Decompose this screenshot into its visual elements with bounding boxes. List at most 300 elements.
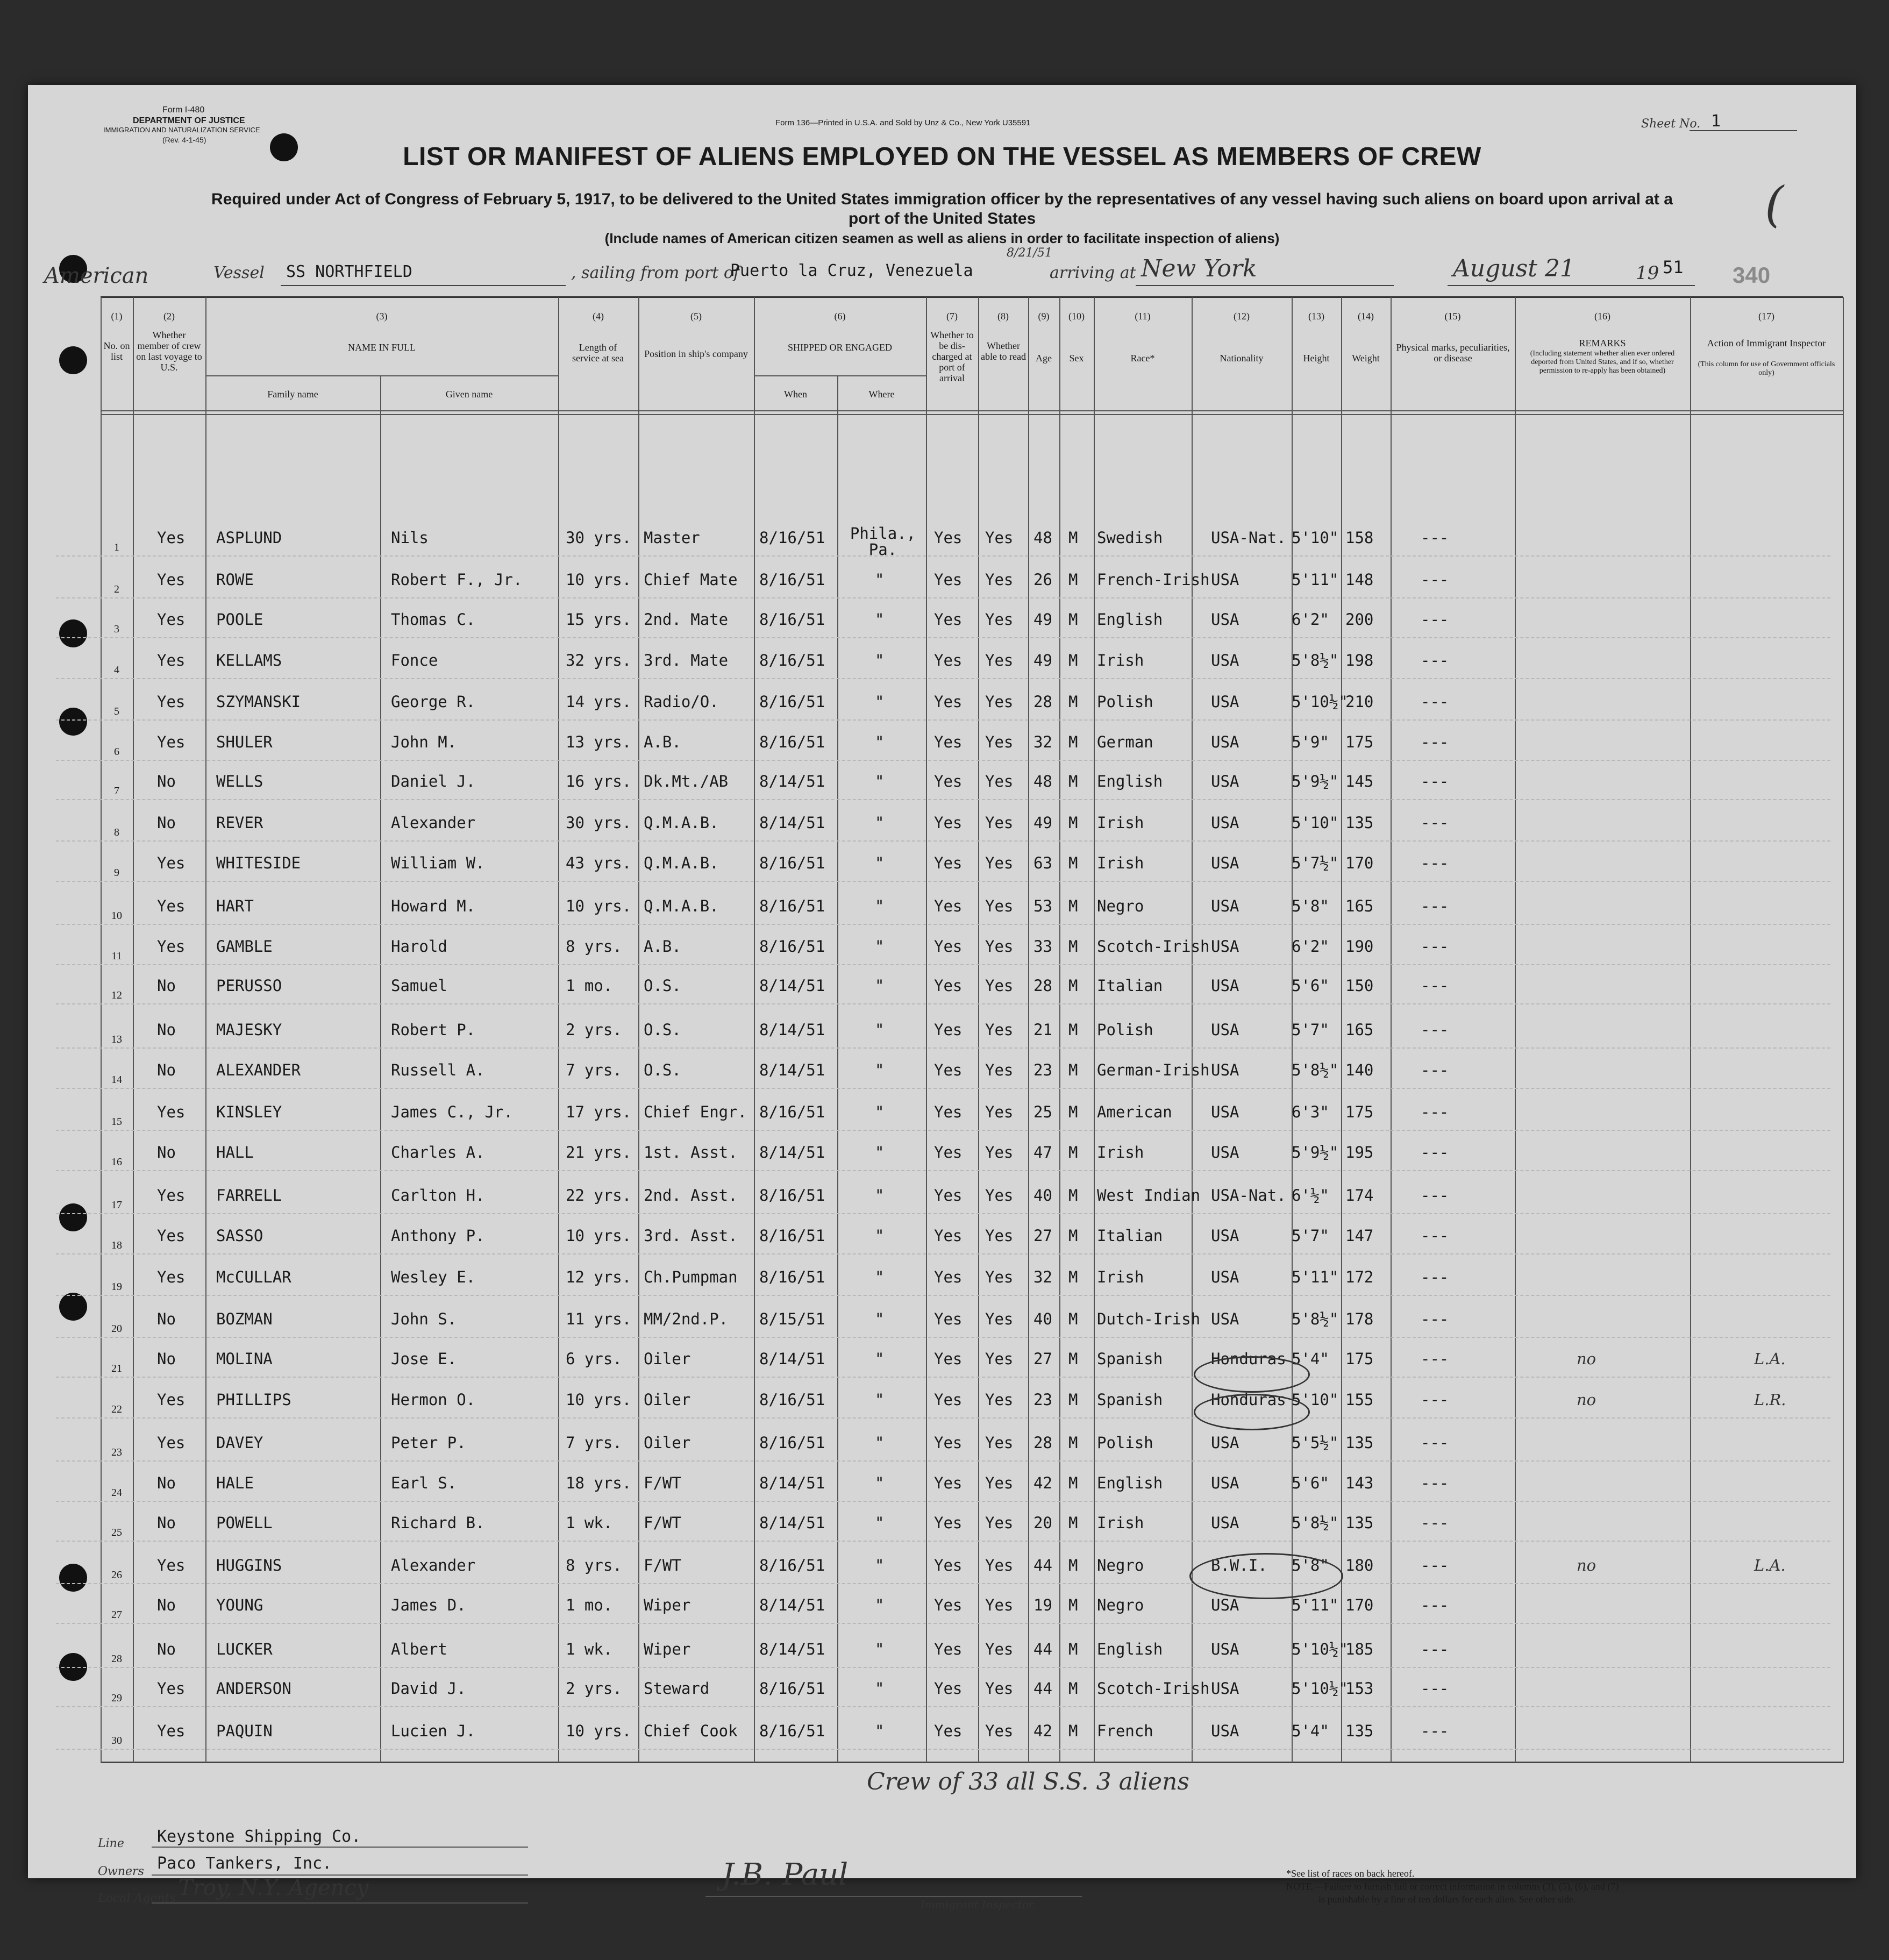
- age-cell: 49: [1033, 814, 1052, 832]
- able-to-read-cell: Yes: [985, 1722, 1014, 1740]
- weight-cell: 135: [1345, 814, 1374, 832]
- col-rule: [1192, 297, 1193, 1763]
- height-cell: 5'10": [1292, 529, 1339, 547]
- able-to-read-cell: Yes: [985, 772, 1014, 790]
- family-name-cell: HART: [216, 897, 254, 915]
- row-number: 15: [111, 1116, 122, 1128]
- given-name-cell: George R.: [391, 693, 476, 711]
- row-guide-line: [56, 1295, 1830, 1296]
- member-cell: Yes: [157, 1391, 186, 1409]
- nationality-cell: USA: [1211, 1722, 1239, 1740]
- physical-marks-cell: ---: [1421, 1679, 1449, 1698]
- shipped-where-cell: ": [875, 610, 885, 629]
- shipped-when-cell: 8/16/51: [759, 1103, 825, 1121]
- physical-marks-cell: ---: [1421, 1186, 1449, 1204]
- family-name-cell: YOUNG: [216, 1596, 263, 1614]
- col-rule: [1690, 297, 1691, 1763]
- member-cell: Yes: [157, 897, 186, 915]
- service-length-cell: 15 yrs.: [566, 610, 632, 629]
- agents-handwritten: Troy, N.Y. Agency: [179, 1876, 369, 1900]
- physical-marks-cell: ---: [1421, 854, 1449, 872]
- member-cell: Yes: [157, 733, 186, 751]
- col-rule: [1059, 297, 1060, 1763]
- stamp-number: 340: [1733, 262, 1771, 288]
- table-header-rule: [101, 410, 1843, 411]
- header-race: Race*: [1130, 353, 1155, 364]
- position-cell: Steward: [644, 1679, 710, 1698]
- nationality-cell: USA-Nat.: [1211, 1186, 1286, 1204]
- family-name-cell: SZYMANSKI: [216, 693, 301, 711]
- row-guide-line: [56, 1213, 1830, 1214]
- sex-cell: M: [1068, 651, 1078, 669]
- weight-cell: 135: [1345, 1514, 1374, 1532]
- age-cell: 23: [1033, 1391, 1052, 1409]
- row-number: 24: [111, 1487, 122, 1499]
- height-cell: 5'10½": [1292, 1640, 1348, 1658]
- col-rule: [205, 297, 206, 1763]
- row-number: 12: [111, 989, 122, 1001]
- weight-cell: 195: [1345, 1143, 1374, 1161]
- race-cell: English: [1097, 772, 1163, 790]
- row-number: 10: [111, 910, 122, 922]
- position-cell: O.S.: [644, 1021, 681, 1039]
- able-to-read-cell: Yes: [985, 897, 1014, 915]
- position-cell: Wiper: [644, 1596, 691, 1614]
- shipped-when-cell: 8/16/51: [759, 1679, 825, 1698]
- row-guide-line: [56, 597, 1830, 598]
- service-length-cell: 21 yrs.: [566, 1143, 632, 1161]
- sex-cell: M: [1068, 1186, 1078, 1204]
- punch-hole: [59, 1203, 87, 1231]
- table-header-rule-2: [101, 414, 1843, 415]
- race-cell: American: [1097, 1103, 1172, 1121]
- discharged-cell: Yes: [934, 733, 963, 751]
- race-cell: Dutch-Irish: [1097, 1310, 1201, 1328]
- age-cell: 53: [1033, 897, 1052, 915]
- sex-cell: M: [1068, 854, 1078, 872]
- position-cell: MM/2nd.P.: [644, 1310, 729, 1328]
- shipped-when-cell: 8/16/51: [759, 1268, 825, 1286]
- header-weight: Weight: [1352, 353, 1380, 364]
- able-to-read-cell: Yes: [985, 937, 1014, 956]
- sex-cell: M: [1068, 1679, 1078, 1698]
- member-cell: No: [157, 1640, 176, 1658]
- given-name-cell: Robert P.: [391, 1021, 476, 1039]
- weight-cell: 150: [1345, 977, 1374, 995]
- position-cell: 2nd. Mate: [644, 610, 729, 629]
- physical-marks-cell: ---: [1421, 651, 1449, 669]
- member-cell: No: [157, 1310, 176, 1328]
- family-name-cell: MOLINA: [216, 1350, 273, 1368]
- shipped-where-cell: ": [875, 854, 885, 872]
- page-title: LIST OR MANIFEST OF ALIENS EMPLOYED ON THE VESSEL AS MEMBERS OF CREW: [403, 142, 1481, 171]
- age-cell: 25: [1033, 1103, 1052, 1121]
- row-number: 16: [111, 1156, 122, 1168]
- discharged-cell: Yes: [934, 1103, 963, 1121]
- shipped-where-cell: ": [875, 1061, 885, 1079]
- row-number: 2: [114, 583, 119, 595]
- discharged-cell: Yes: [934, 610, 963, 629]
- row-guide-line: [56, 1706, 1830, 1707]
- row-guide-line: [56, 799, 1830, 800]
- family-name-cell: KELLAMS: [216, 651, 282, 669]
- sex-cell: M: [1068, 1310, 1078, 1328]
- col-number: (14): [1358, 311, 1374, 322]
- col-rule: [1094, 297, 1095, 1763]
- nationality-cell: USA: [1211, 814, 1239, 832]
- family-name-cell: WHITESIDE: [216, 854, 301, 872]
- physical-marks-cell: ---: [1421, 571, 1449, 589]
- nationality-cell: USA: [1211, 693, 1239, 711]
- height-cell: 5'8½": [1292, 1061, 1339, 1079]
- inspector-action-cell: L.A.: [1754, 1556, 1786, 1574]
- discharged-cell: Yes: [934, 1021, 963, 1039]
- nationality-cell: USA: [1211, 1227, 1239, 1245]
- position-cell: Radio/O.: [644, 693, 719, 711]
- shipped-where-cell: ": [875, 1350, 885, 1368]
- nationality-circle: [1194, 1356, 1310, 1393]
- col-rule: [380, 375, 381, 1763]
- inspector-action-cell: L.A.: [1754, 1350, 1786, 1368]
- row-guide-line: [56, 1501, 1830, 1502]
- physical-marks-cell: ---: [1421, 1391, 1449, 1409]
- height-cell: 5'9½": [1292, 772, 1339, 790]
- position-cell: 3rd. Mate: [644, 651, 729, 669]
- race-cell: French: [1097, 1722, 1153, 1740]
- row-number: 22: [111, 1403, 122, 1415]
- row-guide-line: [56, 1003, 1830, 1004]
- nationality-cell: Honduras: [1211, 1350, 1286, 1368]
- nationality-cell: USA: [1211, 1474, 1239, 1492]
- height-cell: 5'11": [1292, 1596, 1339, 1614]
- row-number: 6: [114, 746, 119, 758]
- age-cell: 40: [1033, 1310, 1052, 1328]
- header-given: Given name: [445, 389, 493, 400]
- shipped-when-cell: 8/16/51: [759, 1722, 825, 1740]
- col-rule: [926, 297, 927, 1763]
- col-number: (13): [1308, 311, 1324, 322]
- col-rule: [638, 297, 639, 1763]
- member-cell: Yes: [157, 529, 186, 547]
- race-cell: Polish: [1097, 1021, 1153, 1039]
- height-cell: 5'11": [1292, 571, 1339, 589]
- shipped-where-cell: Phila., Pa.: [850, 524, 916, 559]
- race-cell: Irish: [1097, 854, 1144, 872]
- position-cell: O.S.: [644, 1061, 681, 1079]
- family-name-cell: McCULLAR: [216, 1268, 291, 1286]
- discharged-cell: Yes: [934, 1061, 963, 1079]
- agents-underline: [152, 1902, 528, 1904]
- discharged-cell: Yes: [934, 897, 963, 915]
- discharged-cell: Yes: [934, 977, 963, 995]
- sex-cell: M: [1068, 897, 1078, 915]
- sex-cell: M: [1068, 977, 1078, 995]
- able-to-read-cell: Yes: [985, 1186, 1014, 1204]
- discharged-cell: Yes: [934, 1143, 963, 1161]
- height-cell: 6'½": [1292, 1186, 1329, 1204]
- physical-marks-cell: ---: [1421, 1061, 1449, 1079]
- sex-cell: M: [1068, 1556, 1078, 1574]
- sheet-label: Sheet No.: [1641, 117, 1701, 131]
- height-cell: 5'8": [1292, 1556, 1329, 1574]
- given-name-cell: Thomas C.: [391, 610, 476, 629]
- sex-cell: M: [1068, 529, 1078, 547]
- line-underline: [152, 1847, 528, 1848]
- service-length-cell: 1 mo.: [566, 977, 613, 995]
- col-number: (17): [1758, 311, 1774, 322]
- discharged-cell: Yes: [934, 1640, 963, 1658]
- sex-cell: M: [1068, 1722, 1078, 1740]
- service-length-cell: 13 yrs.: [566, 733, 632, 751]
- service-length-cell: 16 yrs.: [566, 772, 632, 790]
- header-member: Whether member of crew on last voyage to U.S.: [136, 330, 202, 373]
- position-cell: A.B.: [644, 937, 681, 956]
- nationality-cell: USA: [1211, 854, 1239, 872]
- weight-cell: 140: [1345, 1061, 1374, 1079]
- header-nationality: Nationality: [1220, 353, 1264, 364]
- weight-cell: 135: [1345, 1434, 1374, 1452]
- form-number: Form I-480: [162, 105, 205, 115]
- weight-cell: 200: [1345, 610, 1374, 629]
- service-length-cell: 18 yrs.: [566, 1474, 632, 1492]
- weight-cell: 145: [1345, 772, 1374, 790]
- col-number: (3): [376, 311, 388, 322]
- weight-cell: 170: [1345, 1596, 1374, 1614]
- service-length-cell: 10 yrs.: [566, 897, 632, 915]
- member-cell: No: [157, 1350, 176, 1368]
- service-length-cell: 7 yrs.: [566, 1434, 622, 1452]
- given-name-cell: Alexander: [391, 1556, 476, 1574]
- able-to-read-cell: Yes: [985, 733, 1014, 751]
- row-guide-line: [56, 555, 1830, 557]
- service-length-cell: 12 yrs.: [566, 1268, 632, 1286]
- family-name-cell: ALEXANDER: [216, 1061, 301, 1079]
- able-to-read-cell: Yes: [985, 529, 1014, 547]
- weight-cell: 170: [1345, 854, 1374, 872]
- manifest-sheet: [28, 85, 1856, 1911]
- service-length-cell: 10 yrs.: [566, 1391, 632, 1409]
- shipped-where-cell: ": [875, 1186, 885, 1204]
- discharged-cell: Yes: [934, 1722, 963, 1740]
- discharged-cell: Yes: [934, 1514, 963, 1532]
- position-cell: Q.M.A.B.: [644, 897, 719, 915]
- col-number: (10): [1068, 311, 1085, 322]
- able-to-read-cell: Yes: [985, 977, 1014, 995]
- header-length: Length of service at sea: [572, 342, 624, 364]
- weight-cell: 180: [1345, 1556, 1374, 1574]
- discharged-cell: Yes: [934, 1556, 963, 1574]
- family-name-cell: DAVEY: [216, 1434, 263, 1452]
- height-cell: 5'10½": [1292, 693, 1348, 711]
- physical-marks-cell: ---: [1421, 1722, 1449, 1740]
- row-guide-line: [56, 1253, 1830, 1255]
- weight-cell: 165: [1345, 897, 1374, 915]
- able-to-read-cell: Yes: [985, 693, 1014, 711]
- race-cell: Negro: [1097, 1556, 1144, 1574]
- header-shipped: SHIPPED OR ENGAGED: [787, 342, 892, 353]
- col-rule: [1391, 297, 1392, 1763]
- service-name: IMMIGRATION AND NATURALIZATION SERVICE: [103, 126, 260, 134]
- age-cell: 42: [1033, 1722, 1052, 1740]
- subtitle-note: (Include names of American citizen seamen as well as aliens in order to facilitate inspection of aliens): [604, 230, 1280, 246]
- sex-cell: M: [1068, 1143, 1078, 1161]
- physical-marks-cell: ---: [1421, 1227, 1449, 1245]
- discharged-cell: Yes: [934, 1596, 963, 1614]
- member-cell: Yes: [157, 1103, 186, 1121]
- subtitle: Required under Act of Congress of February 5, 1917, to be delivered to the United States immigration officer by the representatives of any vessel having such aliens on board upon arrival at a: [211, 190, 1673, 208]
- physical-marks-cell: ---: [1421, 1434, 1449, 1452]
- service-length-cell: 7 yrs.: [566, 1061, 622, 1079]
- position-cell: Q.M.A.B.: [644, 854, 719, 872]
- weight-cell: 158: [1345, 529, 1374, 547]
- given-name-cell: Nils: [391, 529, 429, 547]
- row-guide-line: [56, 1749, 1830, 1750]
- age-cell: 21: [1033, 1021, 1052, 1039]
- nationality-cell: USA: [1211, 1143, 1239, 1161]
- height-cell: 5'7": [1292, 1021, 1329, 1039]
- member-cell: Yes: [157, 1722, 186, 1740]
- col-rule: [1843, 297, 1844, 1763]
- nationality-cell: USA: [1211, 1021, 1239, 1039]
- race-cell: Irish: [1097, 1143, 1144, 1161]
- age-cell: 42: [1033, 1474, 1052, 1492]
- family-name-cell: ROWE: [216, 571, 254, 589]
- nationality-cell: USA: [1211, 1679, 1239, 1698]
- physical-marks-cell: ---: [1421, 1474, 1449, 1492]
- inspector-signature: J.B. Paul: [722, 1857, 849, 1892]
- col-number: (9): [1038, 311, 1050, 322]
- height-cell: 5'7½": [1292, 854, 1339, 872]
- race-cell: Polish: [1097, 693, 1153, 711]
- row-guide-line: [56, 678, 1830, 679]
- punch-hole: [59, 1293, 87, 1321]
- member-cell: Yes: [157, 1556, 186, 1574]
- row-guide-line: [56, 1417, 1830, 1419]
- owners-label: Owners: [98, 1865, 144, 1878]
- height-cell: 5'8½": [1292, 1514, 1339, 1532]
- arrival-underline: [1136, 285, 1394, 286]
- date-underline: [1448, 285, 1695, 286]
- department: DEPARTMENT OF JUSTICE: [133, 116, 245, 125]
- col-number: (7): [946, 311, 958, 322]
- col-rule: [1515, 297, 1516, 1763]
- nationality-cell: USA: [1211, 1268, 1239, 1286]
- nationality-cell: USA-Nat.: [1211, 529, 1286, 547]
- family-name-cell: PERUSSO: [216, 977, 282, 995]
- service-length-cell: 11 yrs.: [566, 1310, 632, 1328]
- race-cell: English: [1097, 1640, 1163, 1658]
- family-name-cell: POOLE: [216, 610, 263, 629]
- position-cell: Chief Mate: [644, 571, 738, 589]
- crew-count-note: Crew of 33 all S.S. 3 aliens: [867, 1768, 1189, 1795]
- header-position: Position in ship's company: [644, 348, 748, 359]
- weight-cell: 175: [1345, 1103, 1374, 1121]
- position-cell: A.B.: [644, 733, 681, 751]
- row-number: 27: [111, 1609, 122, 1621]
- punch-hole: [59, 346, 87, 374]
- given-name-cell: Carlton H.: [391, 1186, 485, 1204]
- nationality-cell: USA: [1211, 897, 1239, 915]
- able-to-read-cell: Yes: [985, 1514, 1014, 1532]
- age-cell: 28: [1033, 693, 1052, 711]
- table-top-rule: [101, 296, 1843, 298]
- service-length-cell: 14 yrs.: [566, 693, 632, 711]
- shipped-where-cell: ": [875, 1679, 885, 1698]
- weight-cell: 147: [1345, 1227, 1374, 1245]
- given-name-cell: Fonce: [391, 651, 438, 669]
- subtitle-cont: port of the United States: [848, 210, 1036, 227]
- col-number: (12): [1234, 311, 1250, 322]
- physical-marks-cell: ---: [1421, 1596, 1449, 1614]
- shipped-when-cell: 8/14/51: [759, 1143, 825, 1161]
- race-cell: German-Irish: [1097, 1061, 1210, 1079]
- nationality-cell: USA: [1211, 977, 1239, 995]
- printer-line: Form 136—Printed in U.S.A. and Sold by Unz & Co., New York U35591: [775, 118, 1031, 127]
- shipped-where-cell: ": [875, 733, 885, 751]
- races-note: *See list of races on back hereof.: [1286, 1868, 1415, 1879]
- shipped-where-cell: ": [875, 1268, 885, 1286]
- nationality-cell: USA: [1211, 1640, 1239, 1658]
- header-action: Action of Immigrant Inspector: [1707, 338, 1826, 348]
- physical-marks-cell: ---: [1421, 1556, 1449, 1574]
- col-rule: [1341, 297, 1342, 1763]
- race-cell: Irish: [1097, 1514, 1144, 1532]
- member-cell: No: [157, 1596, 176, 1614]
- family-name-cell: REVER: [216, 814, 263, 832]
- family-name-cell: HALL: [216, 1143, 254, 1161]
- sex-cell: M: [1068, 1434, 1078, 1452]
- row-number: 26: [111, 1569, 122, 1581]
- age-cell: 48: [1033, 772, 1052, 790]
- member-cell: Yes: [157, 693, 186, 711]
- member-cell: No: [157, 1474, 176, 1492]
- sex-cell: M: [1068, 1596, 1078, 1614]
- age-cell: 28: [1033, 1434, 1052, 1452]
- given-name-cell: Alexander: [391, 814, 476, 832]
- vessel-underline: [281, 285, 566, 286]
- row-number: 30: [111, 1735, 122, 1747]
- sex-cell: M: [1068, 1227, 1078, 1245]
- nationality-cell: USA: [1211, 651, 1239, 669]
- height-cell: 5'7": [1292, 1227, 1329, 1245]
- row-number: 8: [114, 826, 119, 838]
- shipped-where-cell: ": [875, 1722, 885, 1740]
- age-cell: 19: [1033, 1596, 1052, 1614]
- vessel-name: SS NORTHFIELD: [286, 262, 412, 281]
- able-to-read-cell: Yes: [985, 854, 1014, 872]
- col-rule: [133, 297, 134, 1763]
- service-length-cell: 2 yrs.: [566, 1021, 622, 1039]
- age-cell: 23: [1033, 1061, 1052, 1079]
- shipped-when-cell: 8/16/51: [759, 693, 825, 711]
- remarks-cell: no: [1577, 1556, 1596, 1574]
- row-number: 14: [111, 1074, 122, 1086]
- given-name-cell: David J.: [391, 1679, 466, 1698]
- shipped-when-cell: 8/16/51: [759, 529, 825, 547]
- weight-cell: 153: [1345, 1679, 1374, 1698]
- position-cell: Dk.Mt./AB: [644, 772, 729, 790]
- nationality-cell: USA: [1211, 772, 1239, 790]
- sex-cell: M: [1068, 610, 1078, 629]
- shipped-where-cell: ": [875, 1021, 885, 1039]
- member-cell: Yes: [157, 854, 186, 872]
- given-name-cell: Wesley E.: [391, 1268, 476, 1286]
- shipped-where-cell: ": [875, 1227, 885, 1245]
- sex-cell: M: [1068, 1061, 1078, 1079]
- col-number: (4): [593, 311, 604, 322]
- service-length-cell: 30 yrs.: [566, 529, 632, 547]
- shipped-when-cell: 8/15/51: [759, 1310, 825, 1328]
